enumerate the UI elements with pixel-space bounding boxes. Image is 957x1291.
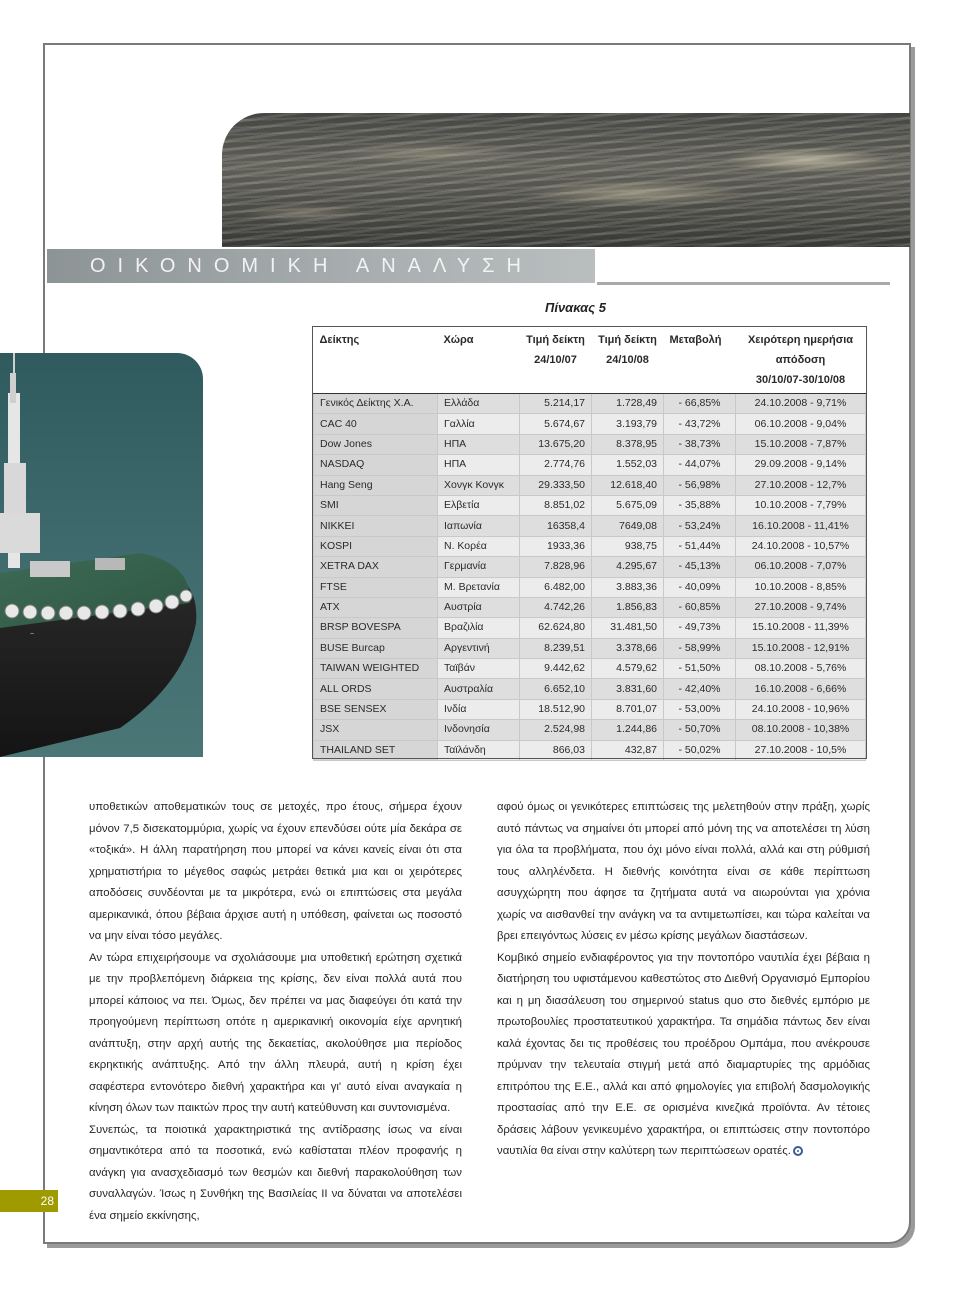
cell-index: ATX (314, 597, 438, 617)
table-row (314, 557, 866, 577)
cell-country: Ιαπωνία (438, 516, 520, 536)
cell-worst: 16.10.2008 - 11,41% (736, 516, 866, 536)
table-caption: Πίνακας 5 (545, 300, 606, 315)
header-change: Μεταβολή (664, 327, 736, 394)
cell-country: Ν. Κορέα (438, 536, 520, 556)
cell-worst: 15.10.2008 - 12,91% (736, 638, 866, 658)
cell-index: Dow Jones (314, 434, 438, 454)
cell-value-2007: 866,03 (520, 740, 592, 760)
cell-value-2007: 7.828,96 (520, 557, 592, 577)
left-paragraph-3: Συνεπώς, τα ποιοτικά χαρακτηριστικά της αντίδρασης ίσως να είναι σημαντικότερα από τα ποσοτικά, ενώ καθίσταται πλέον προφανής η ανάγκη για ανασχεδιασμό των θεσμών και διεθνή παρακολούθηση των συναλλαγών. Ίσως η Συνθήκη της Βασιλείας ΙΙ να δύναται να αποτελέσει ένα σημείο εκκίνησης, (89, 1123, 462, 1222)
stock-index-table (313, 327, 866, 761)
cell-value-2008: 4.295,67 (592, 557, 664, 577)
page-number: 28 (0, 1190, 58, 1212)
cell-value-2007: 8.851,02 (520, 495, 592, 515)
left-paragraph-1: υποθετικών αποθεματικών τους σε μετοχές, προ έτους, σήμερα έχουν μόνον 7,5 δισεκατομμύρια, χωρίς να έχουν επενδύσει ούτε μία δεκάρα σε «τοξικά». Η άλλη παρατήρηση που μπορεί να κάνει κανείς είναι ότι στα χρηματιστήρια το μέγεθος σαφώς μετράει θετικά μια και οι χειρότερες αποδόσεις συνδέονται με τα μικρότερα, ενώ οι επιπτώσεις στα μεγάλα αμερικανικά, όπου βέβαια άρχισε αυτή η υπόθεση, φαίνεται ως ποσοστό να μην είναι τόσο μεγάλες. (89, 801, 462, 942)
cell-value-2008: 1.856,83 (592, 597, 664, 617)
cell-index: Hang Seng (314, 475, 438, 495)
cell-index: THAILAND SET (314, 740, 438, 760)
header-value-2008-l2: 24/10/08 (606, 354, 649, 366)
header-value-2007 (520, 327, 592, 394)
cell-worst: 29.09.2008 - 9,14% (736, 455, 866, 475)
cell-change: - 49,73% (664, 618, 736, 638)
cell-worst: 27.10.2008 - 10,5% (736, 740, 866, 760)
cell-index: JSX (314, 720, 438, 740)
cell-value-2007: 8.239,51 (520, 638, 592, 658)
cell-value-2008: 12.618,40 (592, 475, 664, 495)
header-worst-l1: Χειρότερη ημερήσια (747, 334, 854, 346)
table-row (314, 740, 866, 760)
cell-country: Ταϊλάνδη (438, 740, 520, 760)
cell-change: - 44,07% (664, 455, 736, 475)
table-row (314, 577, 866, 597)
cell-change: - 53,24% (664, 516, 736, 536)
cell-value-2007: 2.774,76 (520, 455, 592, 475)
left-column (89, 797, 462, 1227)
cell-change: - 42,40% (664, 679, 736, 699)
cell-index: NIKKEI (314, 516, 438, 536)
right-paragraph-1: αφού όμως οι γενικότερες επιπτώσεις της μελετηθούν στην πράξη, χωρίς αυτό πάντως να σημαίνει ότι μπορεί από μόνη της να αποτελέσει τη λύση για όλα τα προβλήματα, που όχι μόνο είναι πολλά, αλλά και στη ρύθμισή τους αλληλένδετα. Η διεθνής κοινότητα είναι σε κάθε περίπτωση ασυγχώρητη που άφησε τα ζητήματα αυτά να αιωρούνται για χρόνια χωρίς να αισθανθεί την ανάγκη να τα αντιμετωπίσει, και τώρα καλείται να βρει επειγόντως λύσεις εν μέσω κρίσης μεγάλων διαστάσεων. (497, 801, 870, 942)
table-row (314, 597, 866, 617)
cell-index: BRSP BOVESPA (314, 618, 438, 638)
cell-change: - 51,50% (664, 659, 736, 679)
cell-worst: 24.10.2008 - 10,96% (736, 699, 866, 719)
cell-worst: 27.10.2008 - 12,7% (736, 475, 866, 495)
cell-worst: 27.10.2008 - 9,74% (736, 597, 866, 617)
cell-country: Ινδία (438, 699, 520, 719)
cell-worst: 16.10.2008 - 6,66% (736, 679, 866, 699)
cell-change: - 45,13% (664, 557, 736, 577)
left-paragraph-2: Αν τώρα επιχειρήσουμε να σχολιάσουμε μια υποθετική ερώτηση σχετικά με την προβλεπόμενη διάρκεια της κρίσης, δεν είναι πολλά αυτά που μπορεί κάποιος να πει. Όμως, δεν πρέπει να μας διαφεύγει ότι κατά την προηγούμενη περίπτωση οπότε η αμερικανική οικονομία είχε αρνητική ανάπτυξη, στην αρχή αυτής της δεκαετίας, ακολούθησε μια περίοδος εκρηκτικής ανάπτυξης. Από την άλλη πλευρά, αυτή η κρίση έχει σαφέστερα εντονότερο διεθνή χαρακτήρα και γι' αυτό είναι αναγκαία η κίνηση όλων των παικτών προς την αυτή κατεύθυνση και συντονισμένα. (89, 951, 462, 1114)
cell-value-2007: 13.675,20 (520, 434, 592, 454)
cell-worst: 24.10.2008 - 10,57% (736, 536, 866, 556)
cell-change: - 66,85% (664, 394, 736, 414)
cell-value-2007: 6.482,00 (520, 577, 592, 597)
cell-country: Χονγκ Κονγκ (438, 475, 520, 495)
cell-country: Ταϊβάν (438, 659, 520, 679)
cell-index: CAC 40 (314, 414, 438, 434)
cell-index: NASDAQ (314, 455, 438, 475)
cell-country: Ινδονησία (438, 720, 520, 740)
cell-worst: 08.10.2008 - 10,38% (736, 720, 866, 740)
sea-photo (222, 113, 910, 247)
header-value-2007-l2: 24/10/07 (534, 354, 577, 366)
cell-country: Αργεντινή (438, 638, 520, 658)
table-row (314, 394, 866, 414)
cell-change: - 58,99% (664, 638, 736, 658)
header-index: Δείκτης (314, 327, 438, 394)
table-row (314, 638, 866, 658)
cell-value-2007: 4.742,26 (520, 597, 592, 617)
cell-value-2008: 3.883,36 (592, 577, 664, 597)
cell-value-2008: 1.728,49 (592, 394, 664, 414)
right-paragraph-2 (497, 948, 870, 1163)
table-header-row (314, 327, 866, 394)
cell-value-2008: 8.378,95 (592, 434, 664, 454)
cell-country: ΗΠΑ (438, 434, 520, 454)
cell-change: - 43,72% (664, 414, 736, 434)
cell-index: SMI (314, 495, 438, 515)
cell-worst: 15.10.2008 - 7,87% (736, 434, 866, 454)
cell-worst: 06.10.2008 - 7,07% (736, 557, 866, 577)
ship-photo (0, 353, 203, 757)
cell-index: BSE SENSEX (314, 699, 438, 719)
cell-index: KOSPI (314, 536, 438, 556)
cell-worst: 15.10.2008 - 11,39% (736, 618, 866, 638)
cell-value-2007: 29.333,50 (520, 475, 592, 495)
cell-value-2008: 31.481,50 (592, 618, 664, 638)
header-value-2008-l1: Τιμή δείκτη (598, 334, 657, 346)
cell-value-2007: 6.652,10 (520, 679, 592, 699)
cell-worst: 10.10.2008 - 8,85% (736, 577, 866, 597)
cell-change: - 56,98% (664, 475, 736, 495)
cell-value-2008: 3.378,66 (592, 638, 664, 658)
cell-change: - 40,09% (664, 577, 736, 597)
cell-value-2008: 3.193,79 (592, 414, 664, 434)
cell-index: XETRA DAX (314, 557, 438, 577)
cell-index: FTSE (314, 577, 438, 597)
cell-worst: 10.10.2008 - 7,79% (736, 495, 866, 515)
cell-change: - 35,88% (664, 495, 736, 515)
cell-worst: 08.10.2008 - 5,76% (736, 659, 866, 679)
header-value-2008 (592, 327, 664, 394)
cell-worst: 06.10.2008 - 9,04% (736, 414, 866, 434)
cell-worst: 24.10.2008 - 9,71% (736, 394, 866, 414)
table-row (314, 679, 866, 699)
table-row (314, 659, 866, 679)
cell-value-2007: 5.214,17 (520, 394, 592, 414)
table-row (314, 434, 866, 454)
cell-index: Γενικός Δείκτης Χ.Α. (314, 394, 438, 414)
cell-value-2007: 18.512,90 (520, 699, 592, 719)
section-title: ΟΙΚΟΝΟΜΙΚΗ ΑΝΑΛΥΣΗ (47, 249, 595, 283)
cell-change: - 38,73% (664, 434, 736, 454)
table-row (314, 455, 866, 475)
cell-index: TAIWAN WEIGHTED (314, 659, 438, 679)
cell-value-2007: 9.442,62 (520, 659, 592, 679)
right-paragraph-2-text: Κομβικό σημείο ενδιαφέροντος για την ποντοπόρο ναυτιλία έχει βέβαια η διατήρηση του υφιστάμενου καθεστώτος στο Διεθνή Οργανισμό Εμπορίου και η μη διασάλευση του σημερινού status quo στο διεθνές εμπόριο με πρωτοβουλίες προστατευτικού χαρακτήρα. Τα σημάδια πάντως δεν είναι καλά έχοντας δει τις προθέσεις του προέδρου Ομπάμα, που ανέκρουσε πρύμναν την τελευταία στιγμή μετά από διαμαρτυρίες της αρμόδιας επιτρόπου της Ε.Ε., αλλά και από φημολογίες για επιβολή δασμολογικής προστασίας από την Ε.Ε. σε ορισμένα κινεζικά προϊόντα. Αν τέτοιες δράσεις λάβουν γενικευμένο χαρακτήρα, οι επιπτώσεις στην ποντοπόρο ναυτιλία θα είναι στην καλύτερη των περιπτώσεων ορατές. (497, 951, 870, 1157)
table-row (314, 495, 866, 515)
cell-value-2008: 3.831,60 (592, 679, 664, 699)
title-rule (597, 282, 890, 285)
cell-country: Βραζιλία (438, 618, 520, 638)
table-row (314, 699, 866, 719)
cell-change: - 51,44% (664, 536, 736, 556)
cell-value-2008: 432,87 (592, 740, 664, 760)
table-row (314, 414, 866, 434)
cell-country: Γαλλία (438, 414, 520, 434)
cell-index: ALL ORDS (314, 679, 438, 699)
cell-value-2008: 5.675,09 (592, 495, 664, 515)
cell-country: Γερμανία (438, 557, 520, 577)
cell-value-2008: 7649,08 (592, 516, 664, 536)
cell-change: - 53,00% (664, 699, 736, 719)
cell-value-2008: 1.244,86 (592, 720, 664, 740)
table-row (314, 516, 866, 536)
cell-change: - 50,70% (664, 720, 736, 740)
table-row (314, 618, 866, 638)
header-value-2007-l1: Τιμή δείκτη (526, 334, 585, 346)
cell-value-2007: 62.624,80 (520, 618, 592, 638)
end-of-article-icon (793, 1146, 803, 1156)
cell-value-2008: 4.579,62 (592, 659, 664, 679)
cell-index: BUSE Burcap (314, 638, 438, 658)
cell-country: Ελβετία (438, 495, 520, 515)
table-row (314, 475, 866, 495)
header-worst-l2: απόδοση (775, 354, 826, 366)
cell-value-2008: 938,75 (592, 536, 664, 556)
cell-country: ΗΠΑ (438, 455, 520, 475)
cell-country: Αυστρία (438, 597, 520, 617)
table-row (314, 720, 866, 740)
cell-value-2007: 16358,4 (520, 516, 592, 536)
cell-value-2007: 1933,36 (520, 536, 592, 556)
right-column (497, 797, 870, 1163)
cell-change: - 60,85% (664, 597, 736, 617)
cell-value-2007: 2.524,98 (520, 720, 592, 740)
cell-country: Ελλάδα (438, 394, 520, 414)
cell-country: Μ. Βρετανία (438, 577, 520, 597)
cell-change: - 50,02% (664, 740, 736, 760)
table-row (314, 536, 866, 556)
cell-value-2007: 5.674,67 (520, 414, 592, 434)
header-worst (736, 327, 866, 394)
header-country: Χώρα (438, 327, 520, 394)
cell-value-2008: 1.552,03 (592, 455, 664, 475)
svg-text:~: ~ (30, 631, 35, 638)
header-worst-l3: 30/10/07-30/10/08 (755, 374, 846, 386)
cell-country: Αυστραλία (438, 679, 520, 699)
cell-value-2008: 8.701,07 (592, 699, 664, 719)
